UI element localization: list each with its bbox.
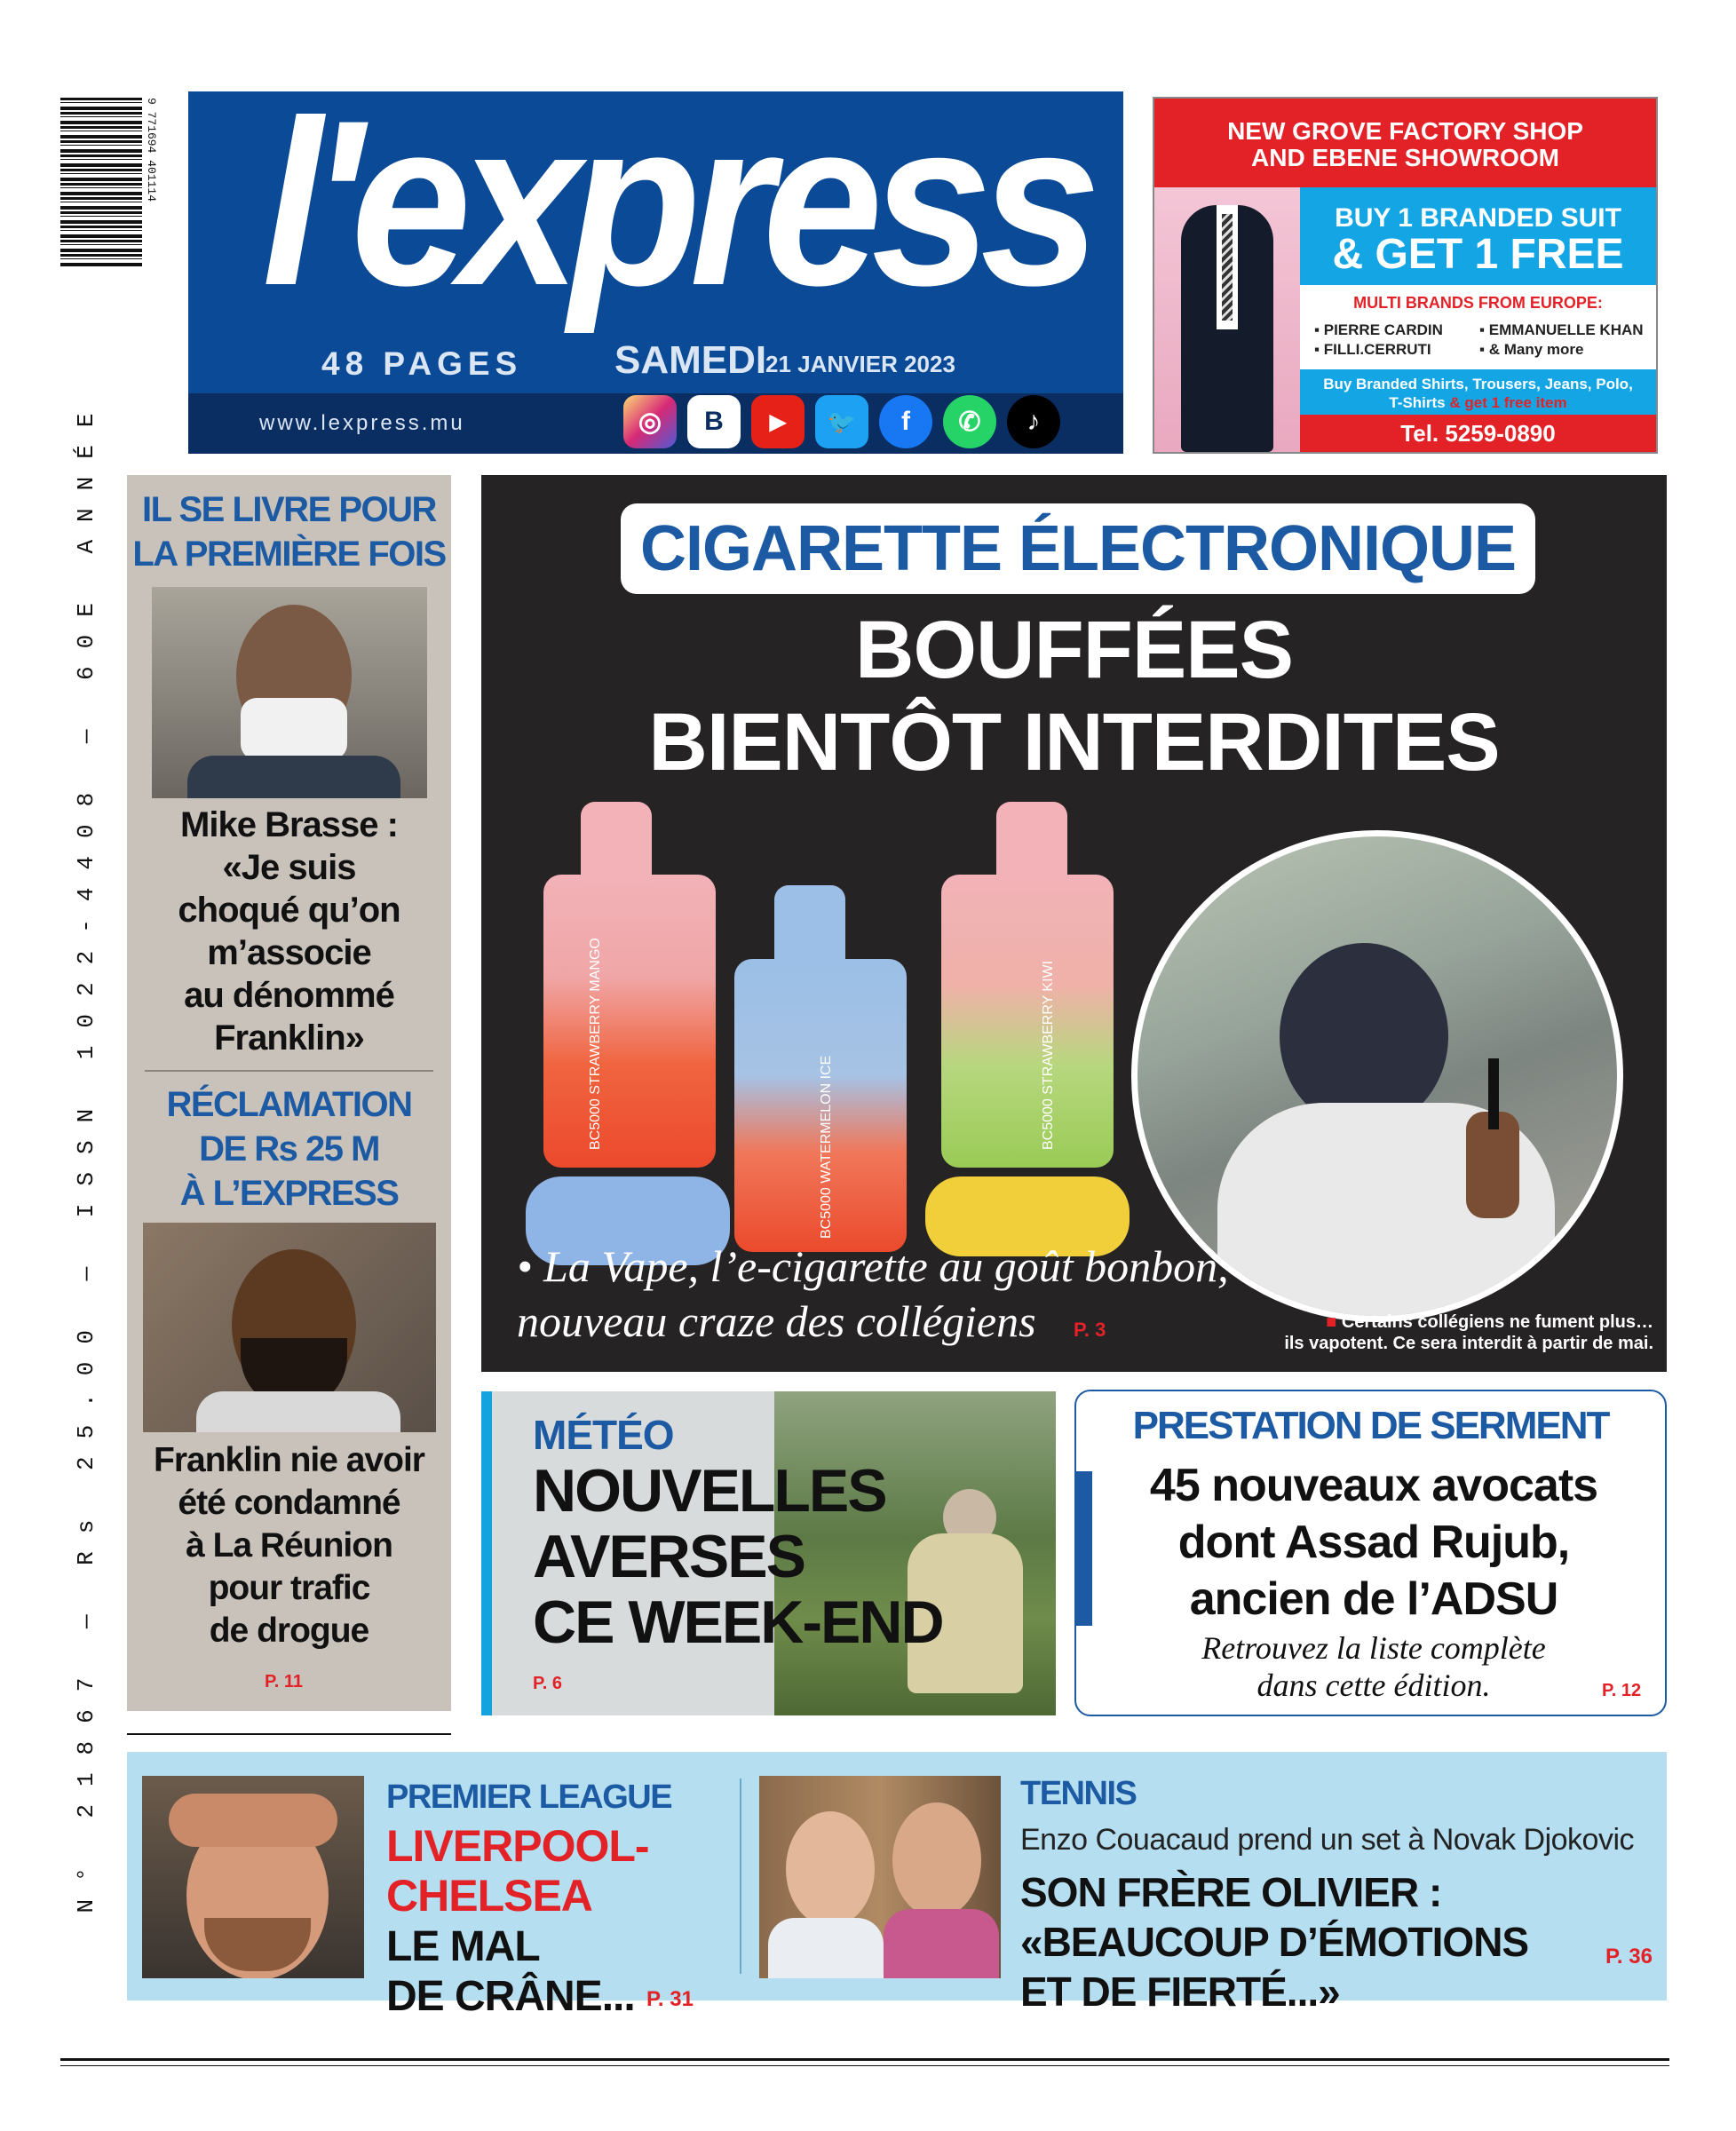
advert-offer-line1: BUY 1 BRANDED SUIT xyxy=(1335,203,1621,233)
lead-story[interactable] xyxy=(481,475,1667,1372)
b-podcast-icon[interactable]: B xyxy=(687,395,741,448)
advert-model-photo xyxy=(1154,187,1300,452)
left-column xyxy=(127,475,451,1711)
premier-league-headline-2[interactable]: DE CRÂNE... xyxy=(386,1973,635,2020)
story2-headline[interactable]: Franklin nie avoir été condamné à La Réunion pour trafic de drogue xyxy=(154,1441,424,1650)
story2-page-ref[interactable]: P. 11 xyxy=(265,1672,304,1691)
twitter-icon[interactable]: 🐦 xyxy=(815,395,868,448)
vape-label-1: BC5000 STRAWBERRY MANGO xyxy=(588,938,603,1150)
social-icons xyxy=(623,395,1060,448)
photo-caption: ■ Certains collégiens ne fument plus… ils vapotent. Ce sera interdit à partir de mai. xyxy=(1284,1312,1653,1353)
tennis-subtitle: Enzo Couacaud prend un set à Novak Djokovic xyxy=(1020,1823,1635,1857)
column-divider xyxy=(145,1070,433,1072)
footballer-photo[interactable] xyxy=(142,1776,364,1978)
vape-strawberry-kiwi xyxy=(941,875,1114,1168)
website-link[interactable]: www.lexpress.mu xyxy=(259,411,465,435)
mike-brasse-photo[interactable] xyxy=(152,587,427,798)
tennis-headline[interactable]: SON FRÈRE OLIVIER : «BEAUCOUP D’ÉMOTIONS ET DE FIERTÉ...» xyxy=(1020,1869,1529,2015)
facebook-icon[interactable]: f xyxy=(879,395,932,448)
lead-kicker: CIGARETTE ÉLECTRONIQUE xyxy=(639,513,1517,584)
advert-title: NEW GROVE FACTORY SHOP AND EBENE SHOWROOM xyxy=(1227,117,1583,171)
date-day: SAMEDI xyxy=(614,338,767,382)
franklin-photo[interactable] xyxy=(143,1223,436,1432)
premier-league-page-ref[interactable]: P. 31 xyxy=(646,1987,694,2011)
left-column-rule xyxy=(127,1733,451,1735)
newspaper-logo[interactable]: l'express xyxy=(262,91,1090,335)
couacaud-brothers-photo[interactable] xyxy=(759,1776,1001,1978)
youtube-icon[interactable]: ▶ xyxy=(751,395,805,448)
meteo-story[interactable] xyxy=(481,1391,1056,1715)
page-count: 48 PAGES xyxy=(321,345,523,382)
suit-advert[interactable] xyxy=(1153,97,1658,454)
barcode-digits: 9 771694 401114 xyxy=(145,98,158,202)
spine-text xyxy=(64,257,108,2051)
serment-subtitle: Retrouvez la liste complète dans cette édition. xyxy=(1201,1630,1546,1703)
lead-caption: • La Vape, l’e-cigarette au goût bonbon, nouveau craze des collégiens P. 3 xyxy=(517,1241,1229,1346)
meteo-accent-stripe xyxy=(481,1391,492,1715)
sports-band xyxy=(127,1752,1667,2015)
vape-label-2: BC5000 WATERMELON ICE xyxy=(819,1055,834,1239)
story1-kicker: IL SE LIVRE POUR LA PREMIÈRE FOIS xyxy=(132,490,446,574)
spine-issue-info: N° 21867 — Rs 25.00 — ISSN 1022-4408 — 60E ANNÉE xyxy=(73,395,99,1913)
lead-page-ref[interactable]: P. 3 xyxy=(1074,1319,1106,1341)
serment-kicker: PRESTATION DE SERMENT xyxy=(1132,1404,1609,1447)
vape-strawberry-mango xyxy=(543,875,716,1168)
advert-offer-line2: & GET 1 FREE xyxy=(1332,231,1624,278)
tennis-kicker: TENNIS xyxy=(1020,1775,1137,1812)
footer-rule-bottom xyxy=(60,2065,1669,2066)
serment-accent-bar xyxy=(1076,1471,1092,1626)
serment-headline: 45 nouveaux avocats dont Assad Rujub, ancien de l’ADSU xyxy=(1149,1460,1598,1625)
whatsapp-icon[interactable]: ✆ xyxy=(943,395,996,448)
instagram-icon[interactable]: ◎ xyxy=(623,395,677,448)
story2-kicker: RÉCLAMATION DE Rs 25 M À L’EXPRESS xyxy=(166,1085,412,1213)
story1-headline[interactable]: Mike Brasse : «Je suis choqué qu’on m’associe au dénommé Franklin» xyxy=(178,805,400,1058)
date: 21 JANVIER 2023 xyxy=(765,351,955,377)
masthead xyxy=(188,91,1123,454)
advert-brand-list: ▪ PIERRE CARDIN ▪ EMMANUELLE KHAN ▪ FILLI.CERRUTI ▪ & Many more xyxy=(1314,321,1644,358)
barcode-bars xyxy=(60,98,142,266)
serment-page-ref[interactable]: P. 12 xyxy=(1602,1681,1642,1700)
advert-phone: Tel. 5259-0890 xyxy=(1300,415,1656,452)
lead-headline: BOUFFÉES BIENTÔT INTERDITES xyxy=(648,605,1500,788)
advert-shirts-offer: Buy Branded Shirts, Trousers, Jeans, Polo, T-Shirts & get 1 free item xyxy=(1300,369,1656,423)
vape-label-3: BC5000 STRAWBERRY KIWI xyxy=(1041,960,1056,1150)
premier-league-headline[interactable]: LE MAL xyxy=(386,1923,540,1970)
band-divider xyxy=(740,1778,741,1974)
tennis-page-ref[interactable]: P. 36 xyxy=(1605,1945,1653,1969)
meteo-page-ref[interactable]: P. 6 xyxy=(533,1674,562,1693)
premier-league-teams[interactable]: LIVERPOOL- CHELSEA xyxy=(386,1821,649,1921)
meteo-kicker: MÉTÉO xyxy=(533,1412,674,1458)
serment-story[interactable] xyxy=(1074,1390,1667,1716)
barcode xyxy=(60,98,158,266)
tiktok-icon[interactable]: ♪ xyxy=(1007,395,1060,448)
meteo-headline: NOUVELLES AVERSES CE WEEK-END xyxy=(533,1457,943,1656)
advert-multi-brands: MULTI BRANDS FROM EUROPE: xyxy=(1353,294,1603,312)
footer-rule-top xyxy=(60,2058,1669,2061)
premier-league-kicker: PREMIER LEAGUE xyxy=(386,1778,672,1816)
